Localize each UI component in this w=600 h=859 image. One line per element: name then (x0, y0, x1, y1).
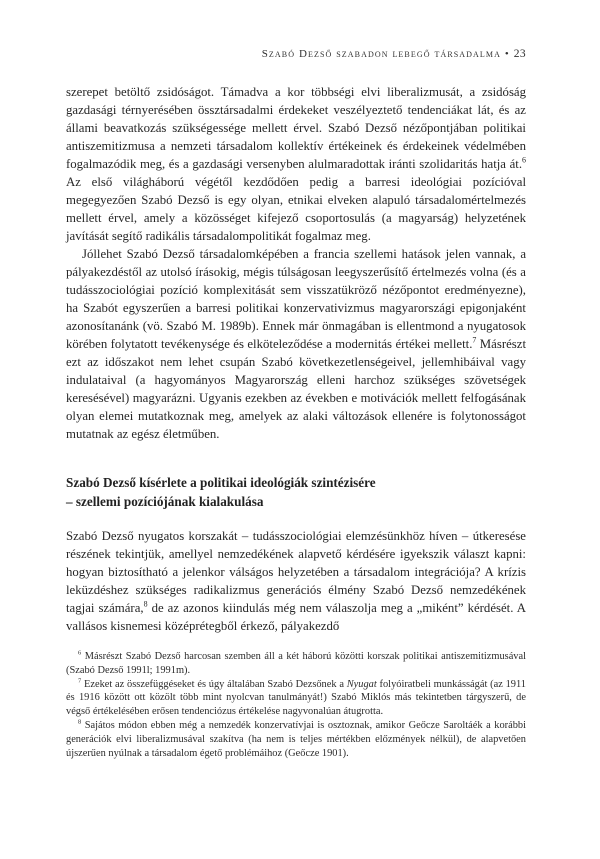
section-heading-line-1: Szabó Dezső kísérlete a politikai ideológiák szintézisére (66, 475, 376, 490)
header-separator: • (504, 48, 510, 60)
footnote-8: $^8$ Sajátos módon ebben még a nemzedék konzervatívjai is osztoznak, amikor Geőcze Saroltáék a korábbi generációk elvi liberalizmusával szakítva (ha nem is teljes mértékben előzmények nélkül), de alapvetően újszerűen nyúlnak a társadalom égető problémáihoz (Geőcze 1901). (66, 718, 526, 759)
paragraph-2: Jóllehet Szabó Dezső társadalomképében a francia szellemi hatások jelen vannak, a pályakezdéstől az utolsó írásokig, mégis túlságosan leegyszerűsítő értelmezés volna (és a tudásszociológiai pozíció komplexitását sem visszatükröző nézőpontot eredményezne), ha Szabót egyszerűen a barresi politikai konzervativizmus magyarországi epigonjaként azonosítanánk (vö. Szabó M. 1989b). Ennek már önmagában is ellentmond a nyugatosok körében folytatott tevékenysége és elköteleződése a modernitás értékei mellett.$^7$ Másrészt ezt az időszakot nem lehet csupán Szabó következetlenségeivel, jellemhibáival vagy indulataival (a hagyományos Magyarország elleni harchoz szükséges szövetségek keresésével) magyarázni. Ugyanis ezekben az években e motivációk mellett felfogásának olyan elemei mutatkoznak meg, amelyek az alaki változások ellenére is folytonosságot mutatnak az egész életműben. (66, 247, 526, 441)
paragraph-3: Szabó Dezső nyugatos korszakát – tudásszociológiai elemzésünkhöz híven – útkeresése részének tekintjük, amellyel nemzedékének alapvető kérdésére igyekszik választ kapni: hogyan biztosítható a jelenkor válságos helyzetében a társadalom integrációja? A krízis leküzdéshez szükséges radikalizmus generációs élmény Szabó Dezső nemzedékének tagjai számára,$^8$ de az azonos kiindulás még nem válaszolja meg a „miként” kérdését. A vallásos kisnemesi középrétegből érkező, pályakezdő (66, 529, 526, 633)
footnotes (66, 650, 526, 760)
section-heading-line-2: – szellemi pozíciójának kialakulása (66, 494, 264, 509)
section-heading (66, 473, 526, 511)
page-number: 23 (513, 48, 526, 60)
footnote-6: $^6$ Másrészt Szabó Dezső harcosan szemben áll a két háború közötti korszak politikai antiszemitizmusával (Szabó Dezső 1991l; 1991m). (66, 649, 526, 676)
page-content (66, 48, 526, 760)
paragraph-1: szerepet betöltő zsidóságot. Támadva a kor többségi elvi liberalizmusát, a zsidóság gazdasági térnyerésében össztársadalmi érdekeket veszélyeztető tendenciákat lát, és az állami beavatkozás szükségessége mellett érvel. Szabó Dezső nézőpontjában politikai antiszemitizmusa a nemzeti társadalom kollektív értékeinek és érdekeinek védelmében fogalmazódik meg, és a gazdasági versenyben alulmaradottak iránti szolidaritás hatja át.$^6$ Az első világháború végétől kezdődően pedig a barresi ideológiai pozícióval megegyezően Szabó Dezső is egy olyan, etnikai elveken alapuló társadalomértelmezés mellett érvel, amely a közösséget kifejező csoportosulás (a magyarság) helyzetének javítását segítő radikális társadalompolitikát fogalmaz meg. (66, 85, 526, 243)
main-text (66, 83, 526, 635)
running-title: Szabó Dezső szabadon lebegő társadalma (261, 48, 502, 60)
footnote-7: $^7$ Ezeket az összefüggéseket és úgy általában Szabó Dezsőnek a Nyugat folyóiratbeli munkásságát (az 1911 és 1916 között ott közölt több mint nyolcvan tanulmányát!) Szabó Miklós más tekintetben tárgyszerű, de végső értékelésében erősen tendenciózus értékelése nagyvonalúan átugrotta. (66, 677, 526, 718)
running-header (66, 48, 526, 60)
